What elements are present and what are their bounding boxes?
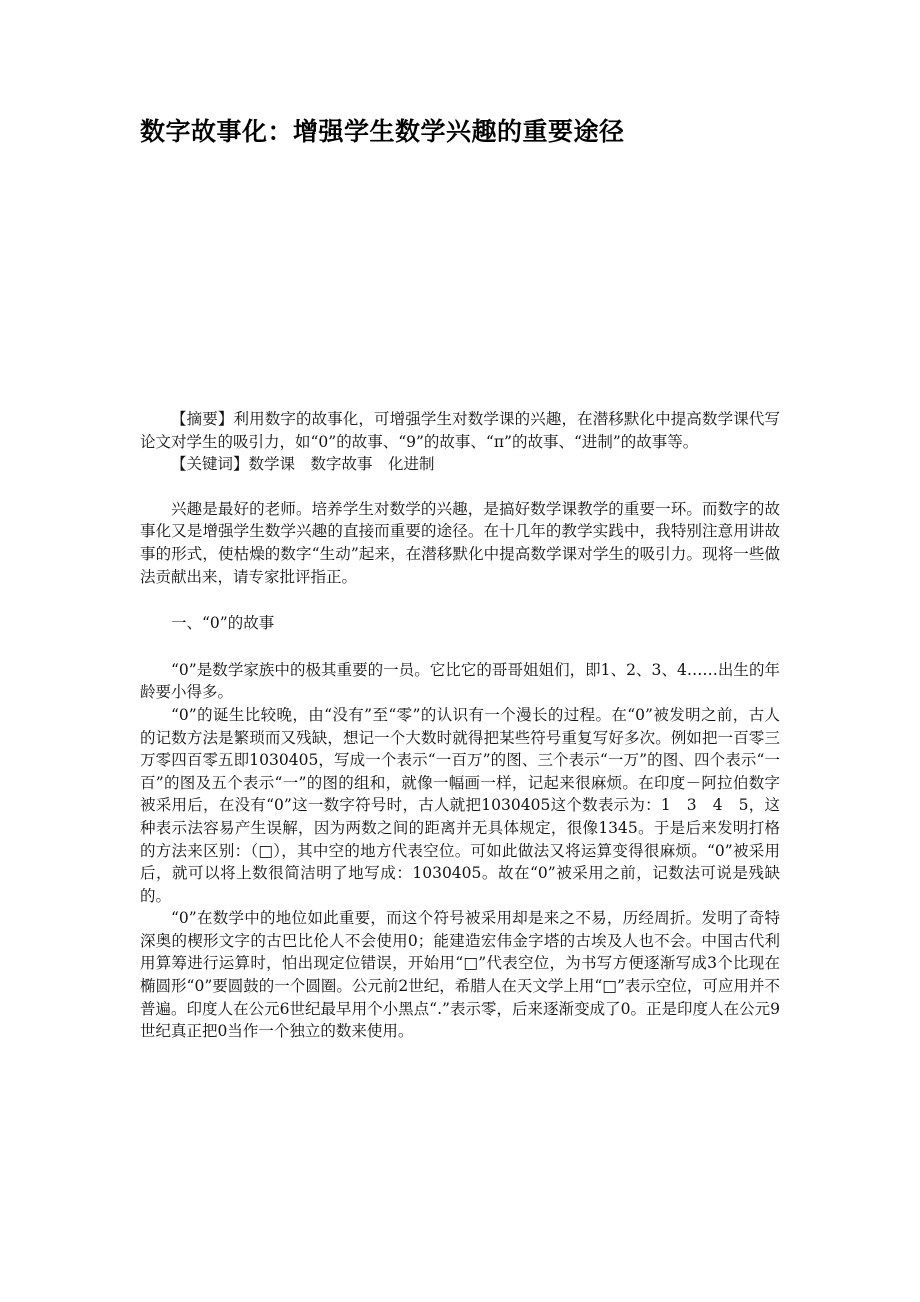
document-body [140, 408, 780, 1043]
section-paragraph: “0”是数学家族中的极其重要的一员。它比它的哥哥姐姐们，即1、2、3、4……出生的年龄要小得多。 [140, 660, 780, 702]
spacer [140, 588, 780, 612]
keywords-line: 【关键词】数学课 数字故事 化进制 [171, 455, 435, 474]
document-title: 数字故事化：增强学生数学兴趣的重要途径 [140, 117, 625, 146]
abstract-paragraph: 【摘要】利用数字的故事化，可增强学生对数学课的兴趣，在潜移默化中提高数学课代写论文对学生的吸引力，如“0”的故事、“9”的故事、“π”的故事、“进制”的故事等。 [140, 410, 780, 451]
intro-paragraph: 兴趣是最好的老师。培养学生对数学的兴趣，是搞好数学课教学的重要一环。而数字的故事化又是增强学生数学兴趣的直接而重要的途径。在十几年的教学实践中，我特别注意用讲故事的形式，使枯燥的数字“生动”起来，在潜移默化中提高数学课对学生的吸引力。现将一些做法贡献出来，请专家批评指正。 [140, 499, 780, 586]
spacer [140, 635, 780, 659]
spacer [140, 476, 780, 498]
section-paragraph: “0”的诞生比较晚，由“没有”至“零”的认识有一个漫长的过程。在“0”被发明之前，古人的记数方法是繁琐而又残缺，想记一个大数时就得把某些符号重复写好多次。例如把一百零三万零四百零五即1030405，写成一个表示“一百万”的图、三个表示“一万”的图、四个表示“一百”的图及五个表示“一”的图的组和，就像一幅画一样，记起来很麻烦。在印度－阿拉伯数字被采用后，在没有“0”这一数字符号时，古人就把1030405这个数表示为：1 3 4 5，这种表示法容易产生误解，因为两数之间的距离并无具体规定，很像1345。于是后来发明打格的方法来区别：（□），其中空的地方代表空位。可如此做法又将运算变得很麻烦。“0”被采用后，就可以将上数很简洁明了地写成：1030405。故在“0”被采用之前，记数法可说是残缺的。 [140, 705, 780, 905]
section-heading: 一、“0”的故事 [171, 614, 275, 633]
section-paragraph: “0”在数学中的地位如此重要，而这个符号被采用却是来之不易，历经周折。发明了奇特深奥的楔形文字的古巴比伦人不会使用0；能建造宏伟金字塔的古埃及人也不会。中国古代利用算筹进行运算时，怕出现定位错误，开始用“□”代表空位，为书写方便逐渐写成3个比现在椭圆形“0”要圆鼓的一个圆圈。公元前2世纪，希腊人在天文学上用“□”表示空位，可应用并不普遍。印度人在公元6世纪最早用个小黑点“.”表示零，后来逐渐变成了0。正是印度人在公元9世纪真正把0当作一个独立的数来使用。 [140, 909, 780, 1041]
